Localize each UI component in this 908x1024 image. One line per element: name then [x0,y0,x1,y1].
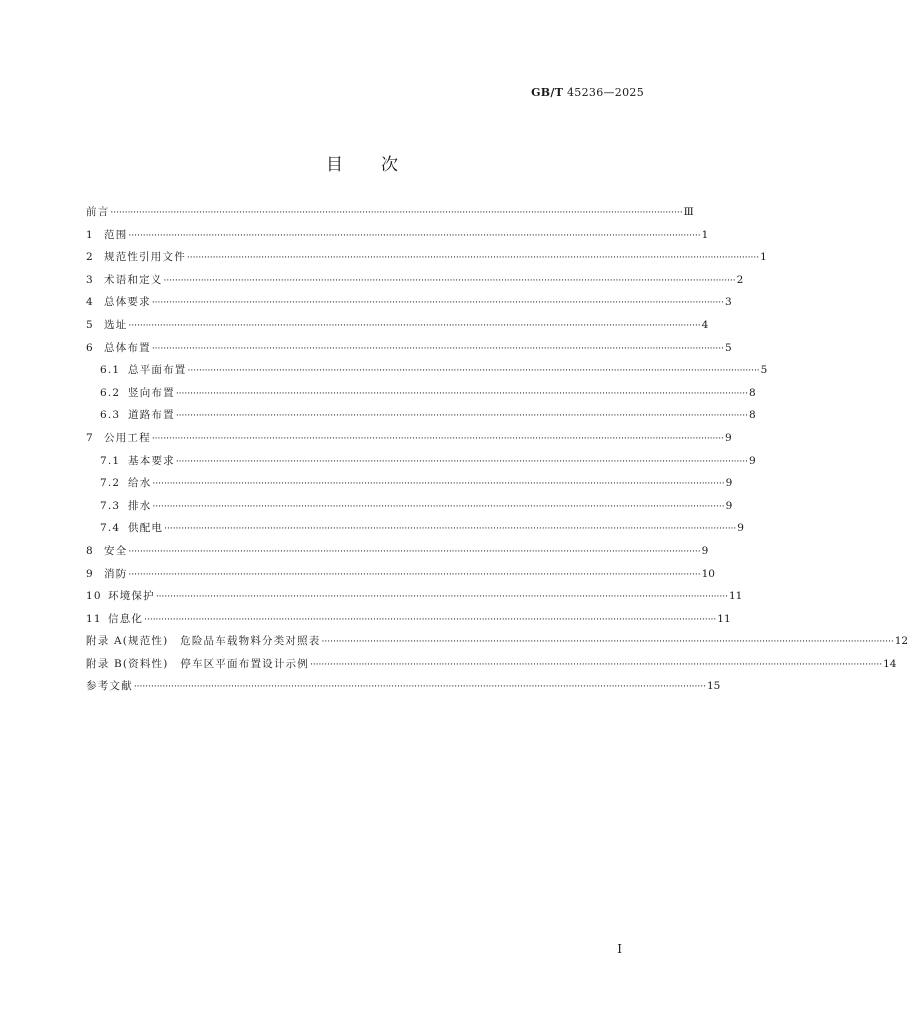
toc-entry[interactable] [86,656,897,679]
toc-entry-title: 附录 B(资料性) 停车区平面布置设计示例 [86,657,309,670]
toc-entry[interactable] [86,566,715,589]
toc-entry-page: Ⅲ [683,206,694,218]
toc-entry-title: 总体布置 [104,341,151,354]
dot-leader: ········································································································································································································ [321,637,894,648]
toc-entry[interactable] [86,430,732,453]
toc-entry-title: 总平面布置 [128,364,187,377]
dot-leader: ········································································································································································································ [175,411,748,422]
toc-entry-page: 8 [748,409,756,422]
toc-entry-number: 9 [86,567,94,580]
toc-entry-title: 参考文献 [86,680,133,693]
toc-entry[interactable] [86,520,744,543]
dot-leader: ········································································································································································································ [128,569,701,580]
standard-prefix: GB/T [531,86,564,99]
toc-entry-title: 附录 A(规范性) 危险品车载物料分类对照表 [86,635,321,648]
toc-entry-title: 给水 [128,477,152,490]
toc-entry-page: 8 [748,386,756,399]
toc-entry-title: 公用工程 [104,431,151,444]
toc-entry-page: 10 [701,567,715,580]
toc-entry-page: 12 [894,635,908,648]
toc-entry-page: 15 [706,680,721,693]
dot-leader: ········································································································································································································ [175,456,748,467]
toc-entry[interactable] [86,249,767,272]
toc-entry-title: 规范性引用文件 [104,251,186,264]
dot-leader: ········································································································································································································ [128,230,701,241]
toc-entry[interactable] [86,204,694,227]
dot-leader: ········································································································································································································ [175,388,748,399]
toc-entry-title: 排水 [128,499,152,512]
toc-entry-title: 基本要求 [128,454,175,467]
toc-entry[interactable] [86,272,744,295]
toc-entry-title: 总体要求 [104,296,151,309]
toc-entry[interactable] [86,498,733,521]
toc-entry[interactable] [86,678,721,701]
dot-leader: ········································································································································································································ [164,524,737,535]
toc-entry[interactable] [86,633,908,656]
toc-entry-number: 7.1 [100,454,121,467]
dot-leader: ········································································································································································································ [144,614,717,625]
standard-number: 45236—2025 [567,86,644,99]
toc-entry-number: 6 [86,341,94,354]
dot-leader: ········································································································································································································ [163,275,736,286]
page-number: I [617,942,622,956]
dot-leader: ········································································································································································································ [151,433,724,444]
toc-entry[interactable] [86,362,768,385]
dot-leader: ········································································································································································································ [187,366,760,377]
toc-entry-number: 11 [86,612,102,625]
toc-entry-page: 9 [737,522,744,535]
dot-leader: ········································································································································································································ [186,253,760,264]
toc-entry[interactable] [86,294,732,317]
toc-entry-page: 11 [717,612,731,625]
toc-entry-page: 5 [760,364,768,377]
toc-entry[interactable] [86,611,731,634]
toc-entry-number: 4 [86,296,94,309]
toc-entry-title: 环境保护 [108,590,155,603]
toc-entry[interactable] [86,453,756,476]
toc-entry-page: 9 [748,454,756,467]
page-header [531,86,644,99]
toc-title [0,150,724,175]
toc-entry-number: 7 [86,431,94,444]
toc-entry-page: 9 [725,499,733,512]
table-of-contents [86,204,908,701]
toc-entry-number: 1 [86,228,94,241]
toc-entry[interactable] [86,407,756,430]
toc-entry-number: 6.3 [100,409,121,422]
toc-entry-page: 1 [701,228,709,241]
dot-leader: ········································································································································································································ [155,592,728,603]
toc-entry-page: 11 [728,590,743,603]
toc-entry-number: 7.3 [100,499,121,512]
dot-leader: ········································································································································································································ [151,343,724,354]
toc-entry-number: 10 [86,590,102,603]
toc-entry[interactable] [86,588,743,611]
toc-entry[interactable] [86,543,709,566]
toc-entry[interactable] [86,385,756,408]
toc-entry-page: 14 [883,657,897,670]
toc-entry[interactable] [86,317,709,340]
toc-entry-page: 1 [760,251,767,264]
toc-entry-number: 6.2 [100,386,121,399]
toc-entry-title: 安全 [104,544,128,557]
toc-title-part2: 次 [381,155,398,175]
toc-entry-number: 7.4 [100,522,121,535]
toc-entry-page: 5 [724,341,732,354]
toc-entry-title: 竖向布置 [128,386,175,399]
toc-entry[interactable] [86,340,732,363]
dot-leader: ········································································································································································································ [152,501,725,512]
toc-entry-page: 3 [724,296,732,309]
toc-entry[interactable] [86,475,733,498]
toc-entry-title: 前言 [86,206,110,218]
toc-entry-title: 道路布置 [128,409,175,422]
toc-entry-number: 2 [86,251,94,264]
dot-leader: ········································································································································································································ [133,682,706,693]
dot-leader: ········································································································································································································ [128,546,701,557]
toc-entry-number: 7.2 [100,477,121,490]
toc-entry-page: 4 [701,318,709,331]
toc-entry[interactable] [86,227,709,250]
toc-entry-title: 术语和定义 [104,273,163,286]
toc-entry-page: 9 [724,431,732,444]
toc-entry-title: 选址 [104,318,128,331]
toc-entry-page: 9 [725,477,733,490]
toc-entry-number: 5 [86,318,94,331]
toc-entry-number: 8 [86,544,94,557]
dot-leader: ········································································································································································································ [309,659,883,670]
toc-entry-title: 供配电 [128,522,164,535]
toc-entry-title: 范围 [104,228,128,241]
toc-entry-page: 2 [736,273,744,286]
dot-leader: ········································································································································································································ [110,208,683,218]
dot-leader: ········································································································································································································ [151,298,724,309]
dot-leader: ········································································································································································································ [152,479,725,490]
toc-entry-number: 3 [86,273,94,286]
toc-title-part1: 目 [326,155,343,175]
toc-entry-page: 9 [701,544,709,557]
toc-entry-title: 消防 [104,567,128,580]
toc-entry-title: 信息化 [108,612,144,625]
toc-entry-number: 6.1 [100,364,121,377]
dot-leader: ········································································································································································································ [128,320,701,331]
